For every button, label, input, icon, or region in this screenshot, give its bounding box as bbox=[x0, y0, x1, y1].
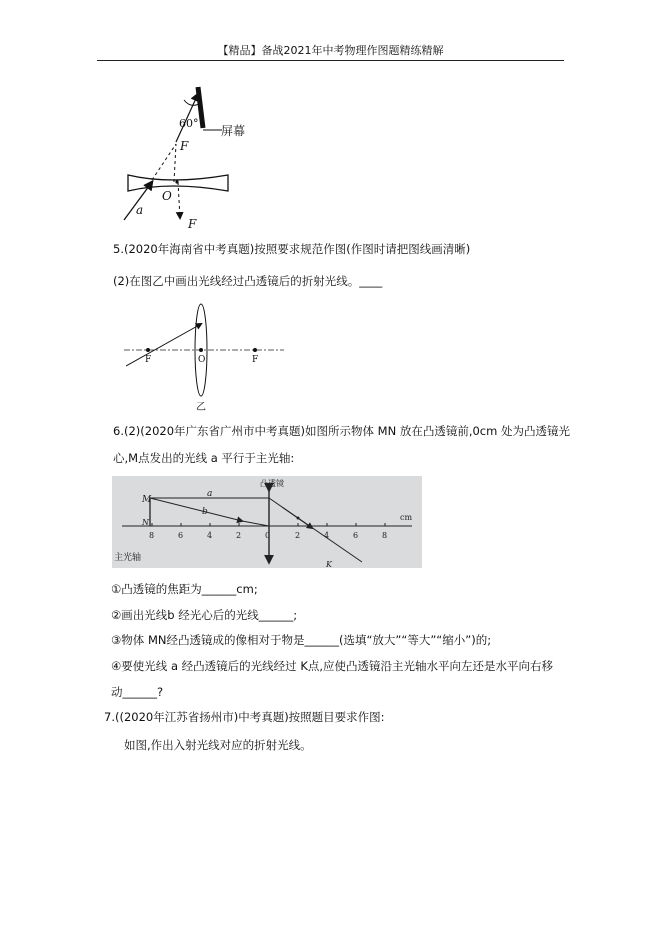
optical-center-label: O bbox=[198, 355, 206, 365]
ray-a-label: a bbox=[207, 489, 213, 499]
lens-center-dot bbox=[175, 180, 178, 183]
mirror-lens-figure bbox=[110, 82, 250, 232]
lens-label: 凸透镜 bbox=[260, 479, 284, 488]
point-n-label: N bbox=[142, 518, 149, 527]
tick-label-7: 6 bbox=[353, 531, 359, 540]
q5-subquestion: (2)在图乙中画出光线经过凸透镜后的折射光线。____ bbox=[113, 274, 383, 288]
focus-down-ray bbox=[178, 182, 180, 218]
q6-answer-2: ②画出光线b 经光心后的光线______; bbox=[111, 608, 298, 622]
dashed-ray-upper bbox=[174, 144, 176, 182]
tick-label-4: 0 bbox=[265, 531, 271, 540]
unit-label: cm bbox=[400, 513, 413, 522]
focus-right-dot bbox=[253, 348, 257, 352]
tick-label-8: 8 bbox=[382, 531, 388, 540]
tick-label-5: 2 bbox=[295, 531, 301, 540]
q6-answer-4-line-2: 动______? bbox=[111, 685, 164, 699]
ray-b-tail bbox=[242, 521, 269, 526]
tick-label-2: 4 bbox=[207, 531, 213, 540]
page-header: 【精品】备战2021年中考物理作图题精练精解 bbox=[97, 42, 564, 61]
incident-ray bbox=[126, 324, 201, 366]
q6-line-2: 心,M点发出的光线 a 平行于主光轴: bbox=[113, 451, 295, 465]
focus-bottom-label: F bbox=[188, 217, 197, 231]
ray-a-label: a bbox=[136, 203, 144, 217]
angle-arc bbox=[184, 100, 199, 105]
point-k-label: K bbox=[326, 560, 332, 568]
ray-b-line bbox=[150, 498, 242, 521]
q7-title: 7.((2020年江苏省扬州市)中考真题)按照题目要求作图: bbox=[104, 710, 385, 724]
q6-line-1: 6.(2)(2020年广东省广州市中考真题)如图所示物体 MN 放在凸透镜前,0cm 处为凸透镜光 bbox=[113, 424, 570, 438]
q6-answer-3: ③物体 MN经凸透镜成的像相对于物是______(选填“放大”“等大”“缩小”)的; bbox=[111, 633, 492, 647]
q7-subquestion: 如图,作出入射光线对应的折射光线。 bbox=[124, 738, 312, 752]
focus-left-label: F bbox=[145, 355, 152, 365]
center-label: O bbox=[162, 189, 172, 203]
optical-center-dot bbox=[199, 348, 203, 352]
focus-right-label: F bbox=[252, 355, 259, 365]
tick-label-0: 8 bbox=[149, 531, 155, 540]
dashed-ray-focus bbox=[152, 144, 176, 180]
focus-left-dot bbox=[146, 348, 150, 352]
focus-dot-right bbox=[297, 517, 300, 520]
figure-yi-convex-lens bbox=[118, 300, 288, 415]
focus-top-label: F bbox=[180, 139, 189, 153]
q6-answer-4-line-1: ④要使光线 a 经凸透镜后的光线经过 K点,应使凸透镜沿主光轴水平向左还是水平向右移 bbox=[111, 659, 554, 673]
angle-label: 60° bbox=[179, 117, 199, 130]
tick-label-6: 4 bbox=[324, 531, 330, 540]
q6-answer-1: ①凸透镜的焦距为______cm; bbox=[111, 582, 258, 596]
tick-label-1: 6 bbox=[178, 531, 184, 540]
point-m-label: M bbox=[142, 495, 152, 505]
photo-lens-figure bbox=[112, 476, 422, 568]
tick-label-3: 2 bbox=[236, 531, 242, 540]
ray-b-label: b bbox=[202, 507, 208, 517]
plane-mirror bbox=[198, 87, 203, 128]
axis-label: 主光轴 bbox=[114, 553, 142, 563]
q5-title: 5.(2020年海南省中考真题)按照要求规范作图(作图时请把图线画清晰) bbox=[113, 242, 471, 256]
screen-label: 屏幕 bbox=[221, 124, 246, 138]
figure-caption: 乙 bbox=[196, 402, 206, 413]
